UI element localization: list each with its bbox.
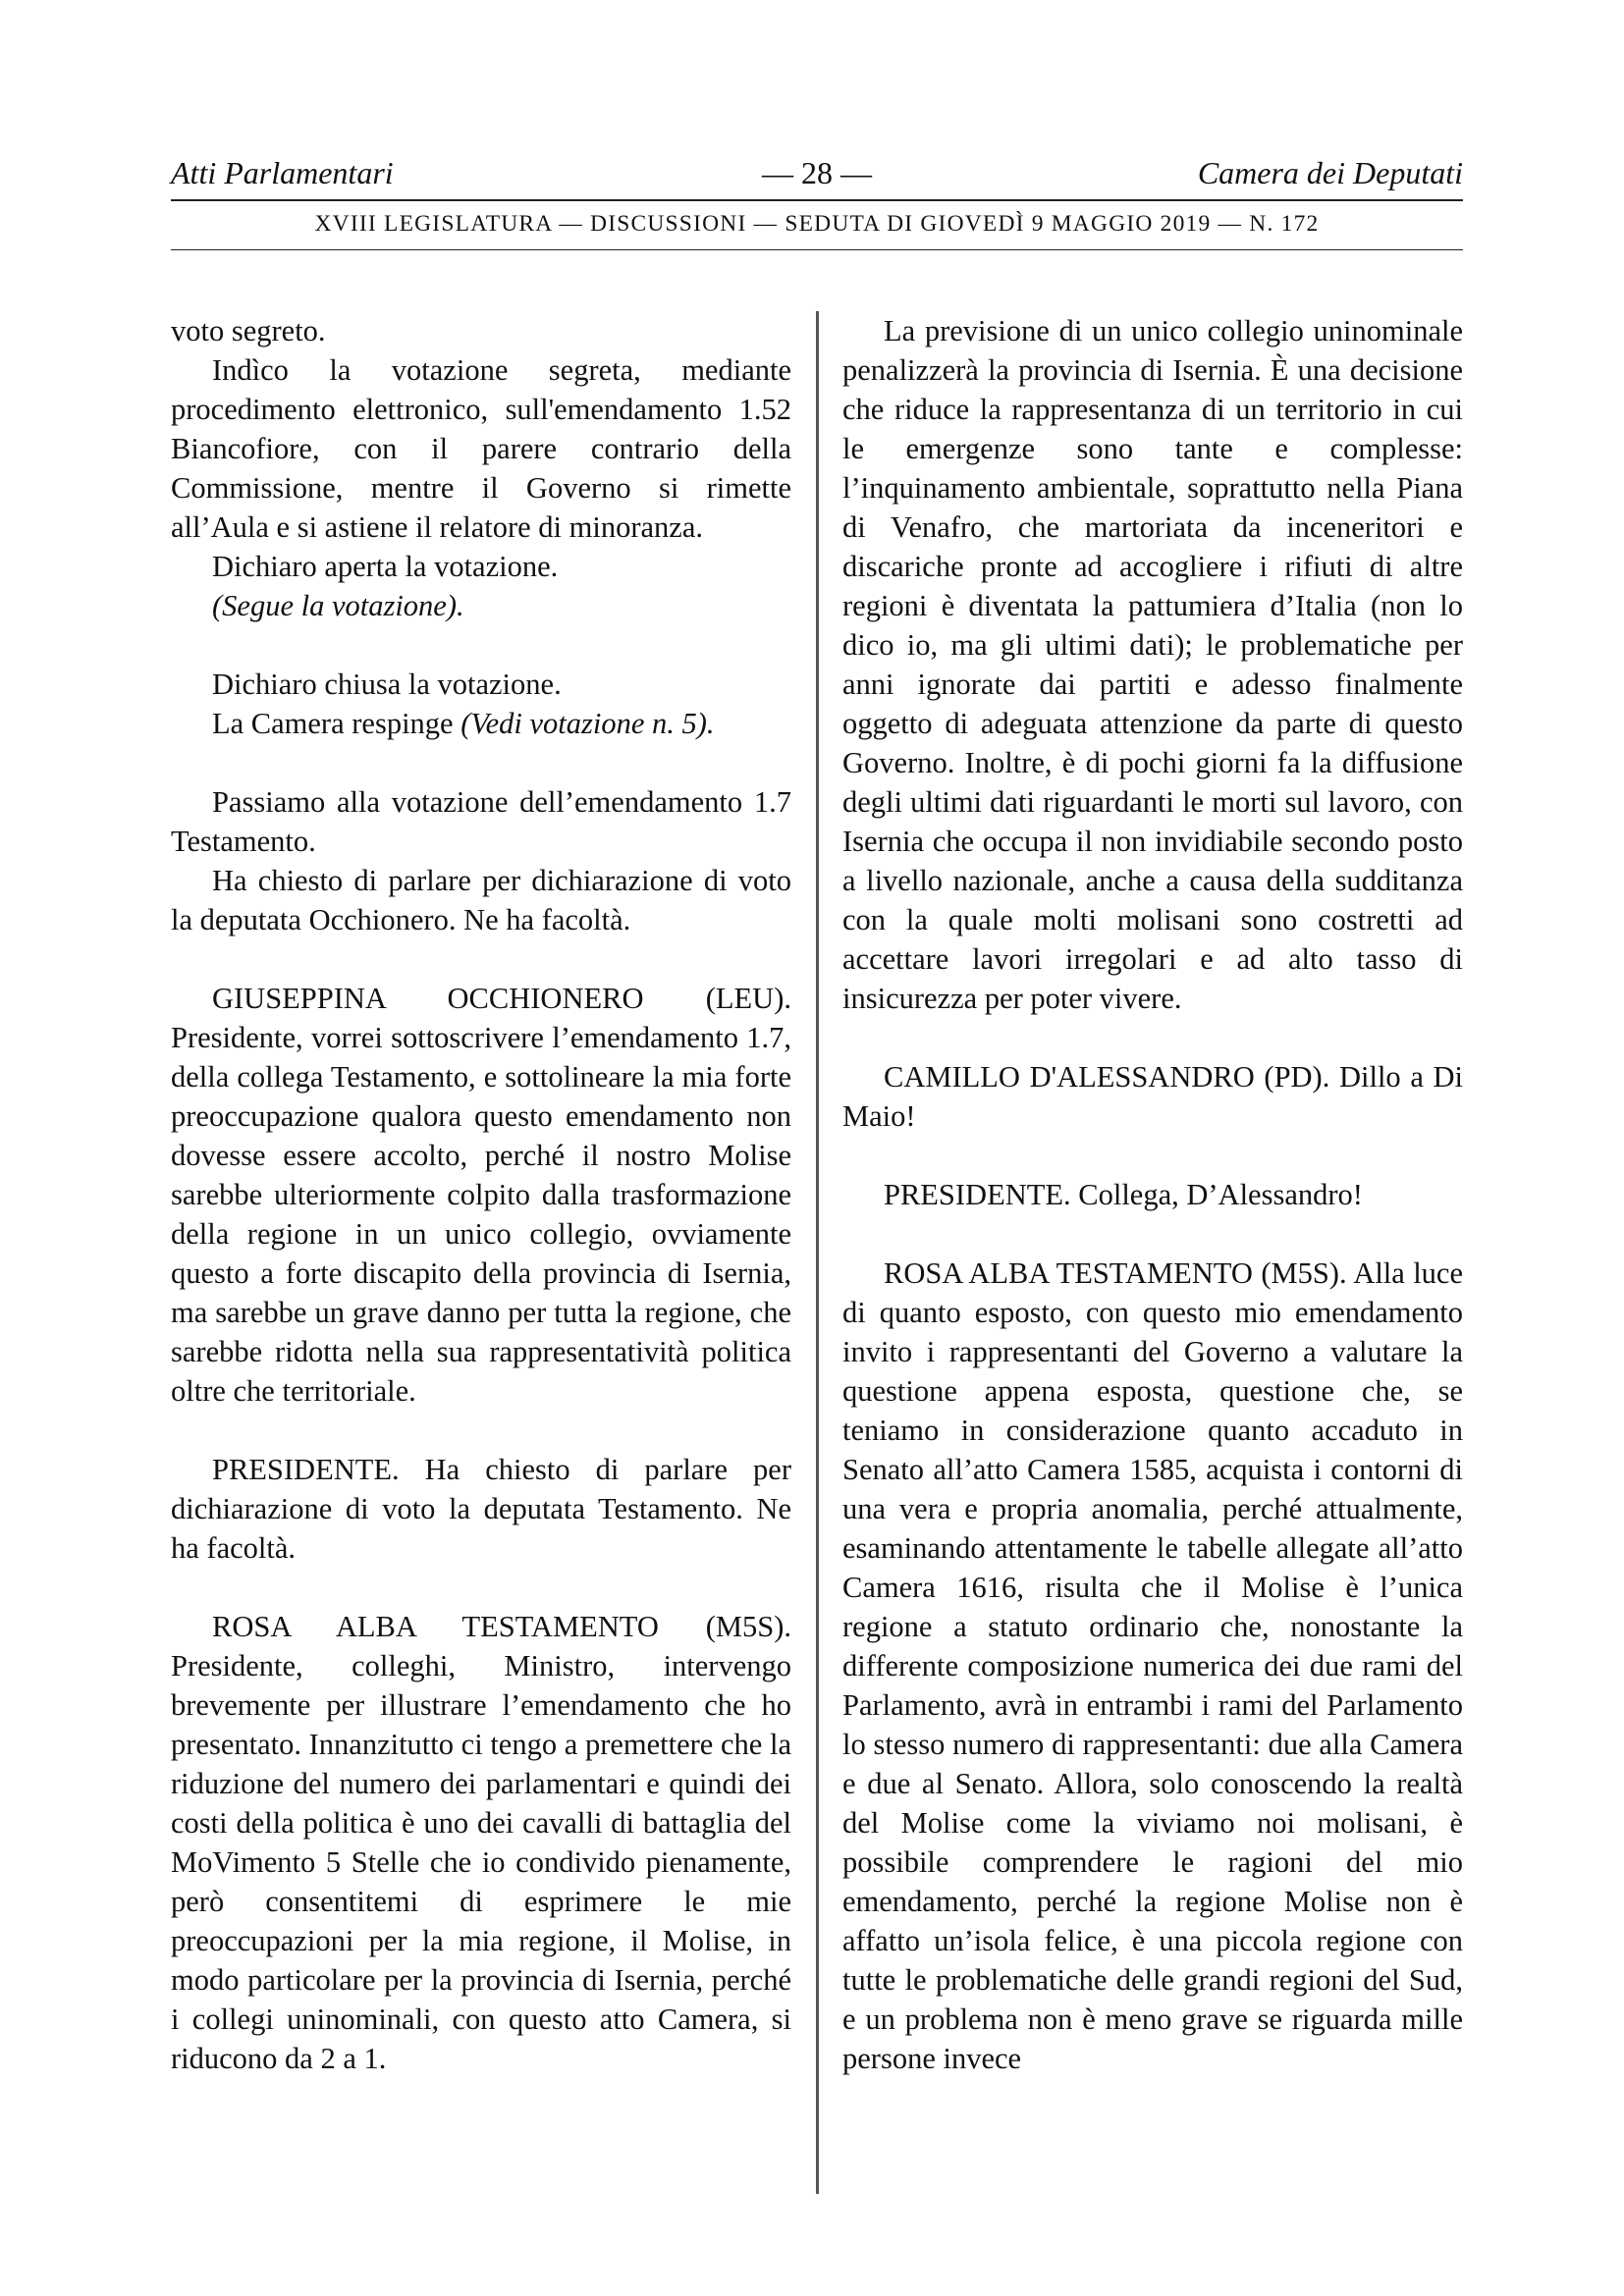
subheader-rule (171, 249, 1463, 250)
page-number: — 28 — (762, 155, 872, 190)
paragraph: Indìco la votazione segreta, mediante procedimento elettronico, sull'emendamento 1.52 Biancofiore, con il parere contrario della Commissione, mentre il Governo si rimette all’Aula e si astiene il relatore di minoranza. (171, 353, 791, 544)
party-tag: (M5S). (705, 1610, 792, 1643)
header-right: Camera dei Deputati (1197, 155, 1463, 190)
paragraph (171, 704, 791, 743)
column-divider (816, 311, 819, 2194)
vote-reference: (Vedi votazione n. 5). (460, 707, 715, 740)
paragraph: voto segreto. (171, 314, 326, 347)
header-rule (171, 199, 1463, 201)
header-left: Atti Parlamentari (171, 155, 394, 190)
paragraph: Dichiaro chiusa la votazione. (212, 667, 562, 701)
paragraph: La previsione di un unico collegio uninominale penalizzerà la provincia di Isernia. È una decisione che riduce la rappresentanza di un territorio in cui le emergenze sono tante e complesse: l’inquinamento ambientale, soprattutto nella Piana di Venafro, che martoriata da inceneritori e discariche pronte ad accogliere i rifiuti di altre regioni è diventata la pattumiera d’Italia (non lo dico io, ma gli ultimi dati); le problematiche per anni ignorate dai partiti e adesso finalmente oggetto di adeguata attenzione da parte di questo Governo. Inoltre, è di pochi giorni fa la diffusione degli ultimi dati riguardanti le morti sul lavoro, con Isernia che occupa il non invidiabile secondo posto a livello nazionale, anche a causa della sudditanza con la quale molti molisani sono costretti ad accettare lavori irregolari e ad alto tasso di insicurezza per poter vivere. (842, 314, 1463, 1015)
party-tag: (PD). (1264, 1060, 1330, 1094)
speaker-name: ROSA ALBA TESTAMENTO (212, 1610, 659, 1643)
paragraph-text: La Camera respinge (212, 707, 461, 740)
party-tag: (LEU). (705, 982, 791, 1015)
speech-text: Presidente, colleghi, Ministro, intervengo brevemente per illustrare l’emendamento che ho presentato. Innanzitutto ci tengo a premettere che la riduzione del numero dei parlamentari e quindi dei costi della politica è uno dei cavalli di battaglia del MoVimento 5 Stelle che io condivido pienamente, però consentitemi di esprimere le mie preoccupazioni per la mia regione, il Molise, in modo particolare per la provincia di Isernia, perché i collegi uninominali, con questo atto Camera, si riducono da 2 a 1. (171, 1649, 791, 2075)
paragraph: PRESIDENTE. Collega, D’Alessandro! (884, 1178, 1363, 1211)
speech-text: Dillo a Di Maio! (842, 1060, 1463, 1133)
right-column (842, 311, 1463, 2078)
speech (842, 1254, 1463, 2078)
stage-direction: (Segue la votazione). (212, 589, 464, 622)
speech (842, 1057, 1463, 1136)
left-column (171, 311, 791, 2078)
paragraph: Dichiaro aperta la votazione. (212, 550, 559, 583)
speech (171, 1607, 791, 2078)
party-tag: (M5S). (1261, 1256, 1347, 1290)
page-header (171, 147, 1463, 196)
speaker-name: GIUSEPPINA OCCHIONERO (212, 982, 644, 1015)
speaker-name: ROSA ALBA TESTAMENTO (884, 1256, 1253, 1290)
speaker-name: CAMILLO D'ALESSANDRO (884, 1060, 1255, 1094)
paragraph: Passiamo alla votazione dell’emendamento 1.7 Testamento. (171, 785, 791, 858)
speech-text: Presidente, vorrei sottoscrivere l’emendamento 1.7, della collega Testamento, e sottolineare la mia forte preoccupazione qualora questo emendamento non dovesse essere accolto, perché il nostro Molise sarebbe ulteriormente colpito dalla trasformazione della regione in un unico collegio, ovviamente questo a forte discapito della provincia di Isernia, ma sarebbe un grave danno per tutta la regione, che sarebbe ridotta nella sua rappresentatività politica oltre che territoriale. (171, 1021, 791, 1408)
paragraph: Ha chiesto di parlare per dichiarazione di voto la deputata Occhionero. Ne ha facoltà. (171, 864, 791, 936)
session-subtitle: XVIII LEGISLATURA — DISCUSSIONI — SEDUTA DI GIOVEDÌ 9 MAGGIO 2019 — N. 172 (314, 211, 1320, 237)
paragraph: PRESIDENTE. Ha chiesto di parlare per dichiarazione di voto la deputata Testamento. Ne ha facoltà. (171, 1453, 791, 1565)
speech-text: Alla luce di quanto esposto, con questo mio emendamento invito i rappresentanti del Governo a valutare la questione appena esposta, questione che, se teniamo in considerazione quanto accaduto in Senato all’atto Camera 1585, acquista i contorni di una vera e propria anomalia, perché attualmente, esaminando attentamente le tabelle allegate all’atto Camera 1616, risulta che il Molise è l’unica regione a statuto ordinario che, nonostante la differente composizione numerica dei due rami del Parlamento, avrà in entrambi i rami del Parlamento lo stesso numero di rappresentanti: due alla Camera e due al Senato. Allora, solo conoscendo la realtà del Molise come la viviamo noi molisani, è possibile comprendere le ragioni del mio emendamento, perché la regione Molise non è affatto un’isola felice, è una piccola regione con tutte le problematiche delle grandi regioni del Sud, e un problema non è meno grave se riguarda mille persone invece (842, 1256, 1464, 2075)
speech (171, 979, 791, 1411)
